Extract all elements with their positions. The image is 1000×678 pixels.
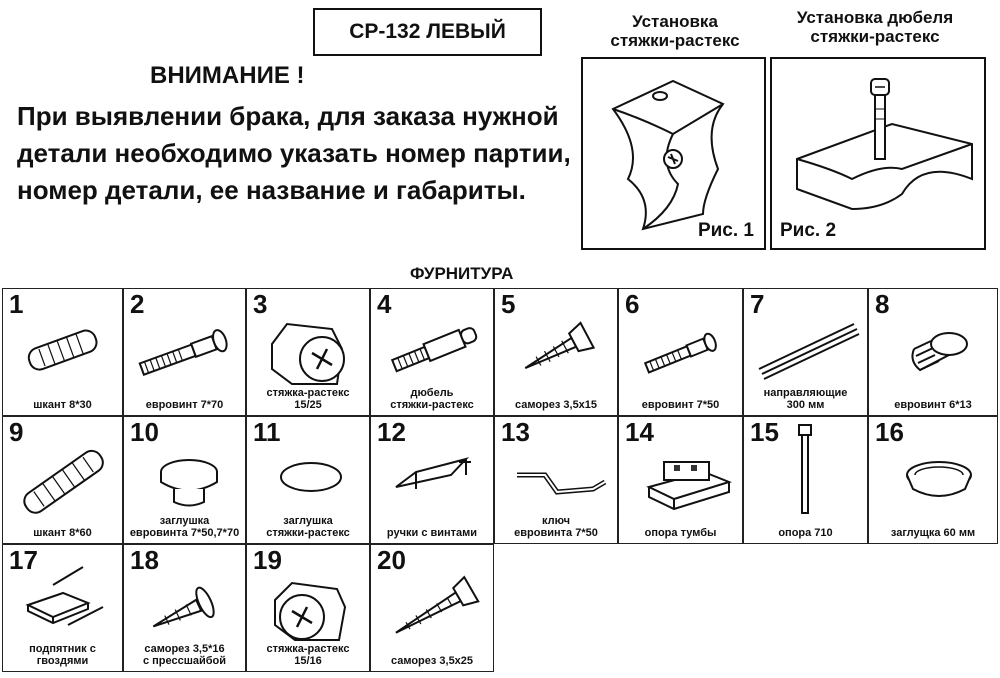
part-caption: евровинт 6*13 (894, 399, 972, 411)
part-cell-19 (246, 544, 370, 672)
part-number: 10 (130, 417, 159, 447)
part-caption: дюбель стяжки-растекс (390, 387, 474, 411)
euro-screw-icon (124, 289, 247, 417)
part-cell-8 (868, 288, 998, 416)
part-number: 4 (377, 289, 392, 319)
part-caption: ручки с винтами (386, 527, 478, 539)
part-number: 11 (253, 417, 281, 447)
part-caption: стяжка-растекс 15/16 (266, 643, 350, 667)
part-caption: заглушка стяжки-растекс (266, 515, 350, 539)
figure-1 (581, 57, 766, 250)
part-number: 18 (130, 545, 159, 575)
part-cell-2 (123, 288, 246, 416)
figure-2-caption: Установка дюбеля стяжки-растекс (796, 8, 954, 46)
part-cell-10 (123, 416, 246, 544)
part-cell-20 (370, 544, 494, 672)
part-number: 12 (377, 417, 406, 447)
part-caption: заглушка евровинта 7*50,7*70 (129, 515, 240, 539)
part-number: 3 (253, 289, 268, 319)
support-rod-icon (744, 417, 869, 545)
part-number: 19 (253, 545, 282, 575)
part-number: 9 (9, 417, 24, 447)
part-cell-16 (868, 416, 998, 544)
part-caption: заглущка 60 мм (890, 527, 976, 539)
part-number: 5 (501, 289, 516, 319)
hardware-title: ФУРНИТУРА (410, 264, 514, 283)
part-number: 7 (750, 289, 765, 319)
figure-1-label: Рис. 1 (697, 220, 754, 241)
part-number: 2 (130, 289, 145, 319)
part-caption: подпятник с гвоздями (29, 643, 96, 667)
part-caption: саморез 3,5х25 (390, 655, 474, 667)
part-cell-3 (246, 288, 370, 416)
part-caption: ключ евровинта 7*50 (514, 515, 598, 539)
part-caption: опора тумбы (644, 527, 717, 539)
part-caption: направляющие 300 мм (763, 387, 848, 411)
part-cell-5 (494, 288, 618, 416)
part-caption: евровинт 7*50 (641, 399, 720, 411)
support-pad-icon (619, 417, 744, 545)
dowel-icon (3, 289, 124, 417)
handle-icon (371, 417, 495, 545)
part-caption: опора 710 (778, 527, 833, 539)
wood-screw-icon (495, 289, 619, 417)
attention-heading: ВНИМАНИЕ ! (150, 62, 305, 89)
part-cell-1 (2, 288, 123, 416)
model-title: СР-132 ЛЕВЫЙ (313, 8, 542, 56)
part-caption: стяжка-растекс 15/25 (266, 387, 350, 411)
part-cell-6 (618, 288, 743, 416)
part-cell-13 (494, 416, 618, 544)
wood-screw-icon (371, 545, 495, 673)
part-cell-15 (743, 416, 868, 544)
part-cell-11 (246, 416, 370, 544)
part-caption: шкант 8*30 (33, 399, 92, 411)
part-caption: саморез 3,5*16 с прессшайбой (142, 643, 227, 667)
part-number: 8 (875, 289, 890, 319)
part-caption: евровинт 7*70 (145, 399, 224, 411)
part-number: 13 (501, 417, 530, 447)
figure-2-label: Рис. 2 (780, 220, 837, 241)
notice-text: При выявлении брака, для заказа нужной детали необходимо указать номер партии, номер детали, ее название и габариты. (17, 101, 571, 205)
euro-screw-icon (619, 289, 744, 417)
grommet-icon (869, 417, 999, 545)
part-number: 14 (625, 417, 654, 447)
part-cell-4 (370, 288, 494, 416)
part-cell-12 (370, 416, 494, 544)
dowel-icon (3, 417, 124, 545)
part-caption: саморез 3,5х15 (514, 399, 598, 411)
part-cell-18 (123, 544, 246, 672)
part-caption: шкант 8*60 (33, 527, 92, 539)
figure-1-caption: Установка стяжки-растекс (610, 12, 740, 50)
part-cell-14 (618, 416, 743, 544)
figure-2 (770, 57, 986, 250)
part-number: 6 (625, 289, 640, 319)
part-number: 17 (9, 545, 38, 575)
part-number: 15 (750, 417, 779, 447)
part-number: 1 (9, 289, 24, 319)
part-cell-9 (2, 416, 123, 544)
part-cell-17 (2, 544, 123, 672)
part-cell-7 (743, 288, 868, 416)
short-screw-icon (869, 289, 999, 417)
part-number: 16 (875, 417, 904, 447)
part-number: 20 (377, 545, 406, 575)
